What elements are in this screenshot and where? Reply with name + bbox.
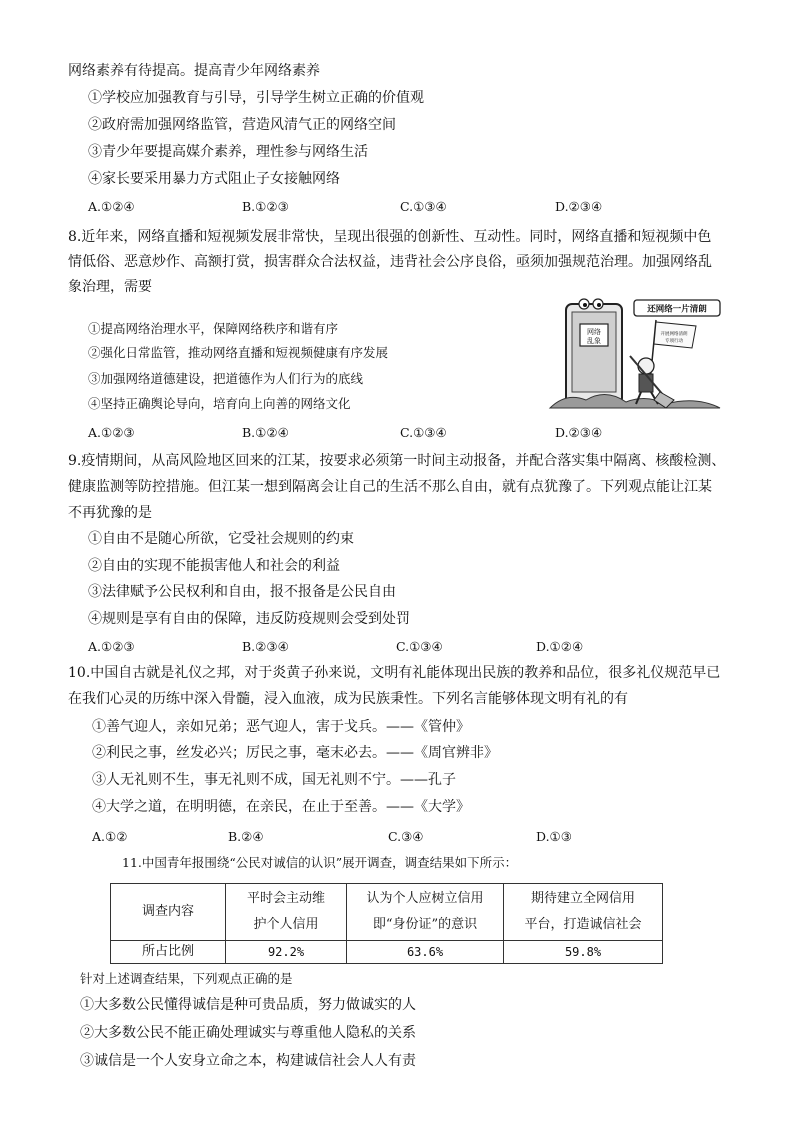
q7-option-c: C.①③④ <box>400 199 447 214</box>
q9-stem-line-3: 不再犹豫的是 <box>68 505 152 521</box>
table-header-line: 护个人信用 <box>253 917 319 932</box>
q9-item-4: ④规则是享有自由的保障，违反防疫规则会受到处罚 <box>88 611 410 627</box>
table-cell-value: 59.8% <box>504 941 663 964</box>
q8-item-3: ③加强网络道德建设，把道德作为人们行为的底线 <box>88 371 364 386</box>
q8-stem-line-2: 情低俗、恶意炒作、高额打赏，损害群众合法权益，违背社会公序良俗，亟须加强规范治理。加强网络乱 <box>68 254 712 270</box>
q10-stem-line-1: 10.中国自古就是礼仪之邦，对于炎黄子孙来说，文明有礼能体现出民族的教养和品位，很多礼仪规范早已 <box>68 665 721 681</box>
q11-item-2: ②大多数公民不能正确处理诚实与尊重他人隐私的关系 <box>80 1025 416 1041</box>
q8-item-4: ④坚持正确舆论导向，培育向上向善的网络文化 <box>88 396 351 411</box>
table-cell-value: 63.6% <box>347 941 504 964</box>
table-row-header-content: 调查内容 <box>111 884 226 941</box>
table-header-line: 认为个人应树立信用 <box>366 891 484 906</box>
q8-stem-line-3: 象治理，需要 <box>68 279 152 295</box>
q9-stem-line-2: 健康监测等防控措施。但江某一想到隔离会让自己的生活不那么自由，就有点犹豫了。下列观点能让江某 <box>68 479 712 495</box>
cartoon-illustration <box>546 296 724 414</box>
cartoon-flag-text-1: 开展网络清朗 <box>660 332 688 337</box>
q10-item-3: ③人无礼则不生，事无礼则不成，国无礼则不宁。——孔子 <box>92 772 456 788</box>
table-header-line: 平时会主动维 <box>246 891 325 906</box>
table-row <box>111 884 663 941</box>
survey-table <box>110 883 663 964</box>
table-header-line: 即“身份证”的意识 <box>372 917 478 932</box>
q8-option-a: A.①②③ <box>88 425 135 440</box>
table-header-cell <box>504 884 663 941</box>
q9-stem-line-1: 9.疫情期间，从高风险地区回来的江某，按要求必须第一时间主动报备，并配合落实集中隔离、核酸检测、 <box>68 453 726 469</box>
q10-item-4: ④大学之道，在明明德，在亲民，在止于至善。——《大学》 <box>92 799 470 815</box>
table-cell-value: 92.2% <box>226 941 347 964</box>
table-header-line: 平台，打造诚信社会 <box>524 917 642 932</box>
q8-stem-line-1: 8.近年来，网络直播和短视频发展非常快，呈现出很强的创新性、互动性。同时，网络直播和短视频中色 <box>68 229 712 245</box>
q9-option-d: D.①②④ <box>536 639 584 654</box>
table-row-header-ratio: 所占比例 <box>111 941 226 964</box>
q7-option-b: B.①②③ <box>242 199 289 214</box>
q10-stem-line-2: 在我们心灵的历练中深入骨髓，浸入血液，成为民族秉性。下列名言能够体现文明有礼的有 <box>68 691 628 707</box>
q11-stem: 11.中国青年报围绕“公民对诚信的认识”展开调查，调查结果如下所示： <box>122 855 518 870</box>
q9-option-b: B.②③④ <box>242 639 289 654</box>
q11-prompt: 针对上述调查结果，下列观点正确的是 <box>80 971 293 986</box>
q9-item-3: ③法律赋予公民权利和自由，报不报备是公民自由 <box>88 584 396 600</box>
q7-item-4: ④家长要采用暴力方式阻止子女接触网络 <box>88 171 340 187</box>
q9-item-2: ②自由的实现不能损害他人和社会的利益 <box>88 558 340 574</box>
q8-option-d: D.②③④ <box>555 425 603 440</box>
q11-item-1: ①大多数公民懂得诚信是种可贵品质，努力做诚实的人 <box>80 997 416 1013</box>
q9-option-a: A.①②③ <box>88 639 135 654</box>
cartoon-sign-line-1: 网络 <box>587 328 601 336</box>
q11-item-3: ③诚信是一个人安身立命之本，构建诚信社会人人有责 <box>80 1053 416 1069</box>
q10-option-d: D.①③ <box>536 829 572 844</box>
q7-option-a: A.①②④ <box>88 199 135 214</box>
q9-item-1: ①自由不是随心所欲，它受社会规则的约束 <box>88 531 354 547</box>
cartoon-banner-text: 还网络一片清朗 <box>647 304 707 315</box>
q10-option-c: C.③④ <box>388 829 424 844</box>
q8-item-2: ②强化日常监管，推动网络直播和短视频健康有序发展 <box>88 345 389 360</box>
q7-item-2: ②政府需加强网络监管，营造风清气正的网络空间 <box>88 117 396 133</box>
q7-option-d: D.②③④ <box>555 199 603 214</box>
table-header-line: 期待建立全网信用 <box>530 891 635 906</box>
q8-option-c: C.①③④ <box>400 425 447 440</box>
table-row <box>111 941 663 964</box>
q8-item-1: ①提高网络治理水平，保障网络秩序和谐有序 <box>88 321 339 336</box>
table-header-cell <box>226 884 347 941</box>
q7-stem-tail: 网络素养有待提高。提高青少年网络素养 <box>68 63 320 79</box>
q10-item-2: ②利民之事，丝发必兴；厉民之事，毫末必去。——《周官辨非》 <box>92 745 498 761</box>
q10-option-a: A.①② <box>92 829 128 844</box>
table-header-cell <box>347 884 504 941</box>
q8-option-b: B.①②④ <box>242 425 289 440</box>
q7-item-3: ③青少年要提高媒介素养，理性参与网络生活 <box>88 144 368 160</box>
q9-option-c: C.①③④ <box>396 639 443 654</box>
q7-item-1: ①学校应加强教育与引导，引导学生树立正确的价值观 <box>88 90 424 106</box>
cartoon-sign-line-2: 乱象 <box>587 337 601 345</box>
cartoon-flag-text-2: 专项行动 <box>665 339 683 344</box>
q10-option-b: B.②④ <box>228 829 264 844</box>
q10-item-1: ①善气迎人，亲如兄弟；恶气迎人，害于戈兵。——《管仲》 <box>92 719 470 735</box>
